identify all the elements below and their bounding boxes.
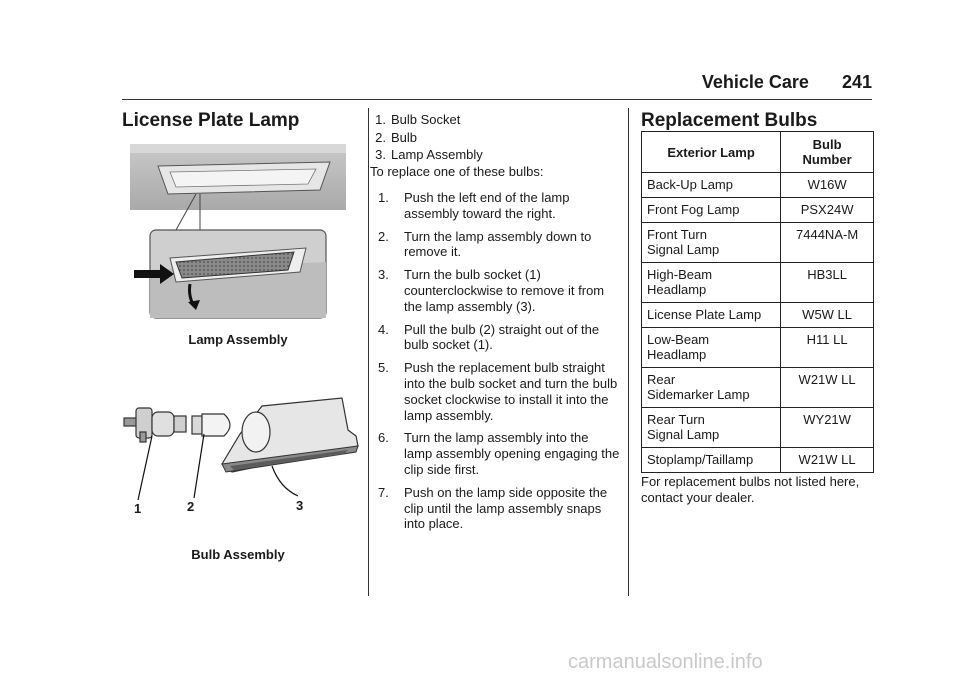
table-header-row [642,132,874,173]
table-row: Low-Beam Headlamp H11 LL [642,328,874,368]
replacement-bulbs-table [641,131,874,473]
header-rule [122,99,872,100]
section-title: Vehicle Care [701,72,809,92]
procedure-step: 1. Push the left end of the lamp assembly toward the right. [378,190,570,221]
table-row: Rear Sidemarker Lamp W21W LL [642,368,874,408]
callout-2: 2 [187,499,195,514]
page-number: 241 [841,72,872,92]
procedure-step: 7. Push on the lamp side opposite the clip until the lamp assembly snaps into place. [378,484,608,532]
procedure-steps [370,190,620,539]
figure-legend [372,111,483,164]
table-row: High-Beam Headlamp HB3LL [642,263,874,303]
legend-item: 3. Lamp Assembly [375,147,483,162]
column-header-bulb-number: Bulb Number [781,132,874,173]
table-row: License Plate Lamp W5W LL [642,303,874,328]
table-row: Front Fog Lamp PSX24W [642,198,874,223]
legend-item: 1. Bulb Socket [375,112,461,127]
bulb-assembly-caption: Bulb Assembly [191,547,285,562]
procedure-step: 6. Turn the lamp assembly into the lamp assembly opening engaging the clip side first. [378,430,620,477]
procedure-step: 2. Turn the lamp assembly down to remove it. [378,228,592,260]
license-plate-lamp-heading: License Plate Lamp [122,110,300,131]
bulb-assembly-illustration [122,392,362,520]
procedure-step: 3. Turn the bulb socket (1) counterclockwise to remove it from the lamp assembly (3). [378,267,605,314]
procedure-step: 5. Push the replacement bulb straight into the bulb socket and turn the bulb socket clockwise to install it into the lamp assembly. [378,360,618,423]
column-header-exterior-lamp: Exterior Lamp [642,132,781,173]
table-row: Front Turn Signal Lamp 7444NA-M [642,223,874,263]
replacement-bulbs-note: For replacement bulbs not listed here, contact your dealer. [641,474,860,505]
replacement-bulbs-heading: Replacement Bulbs [641,110,818,131]
legend-item: 2. Bulb [375,129,418,145]
table-row: Rear Turn Signal Lamp WY21W [642,408,874,448]
running-header [702,72,872,93]
table-row: Stoplamp/Taillamp W21W LL [642,448,874,473]
table-row: Back-Up Lamp W16W [642,173,874,198]
column-divider [368,108,369,596]
procedure-step: 4. Pull the bulb (2) straight out of the bulb socket (1). [378,321,600,353]
lamp-assembly-illustration [130,144,346,321]
site-watermark: carmanualsonline.info [568,651,763,673]
lamp-assembly-caption: Lamp Assembly [188,332,288,347]
column-divider [628,108,629,596]
procedure-intro: To replace one of these bulbs: [370,164,544,179]
callout-1: 1 [134,501,142,516]
callout-3: 3 [296,498,304,513]
